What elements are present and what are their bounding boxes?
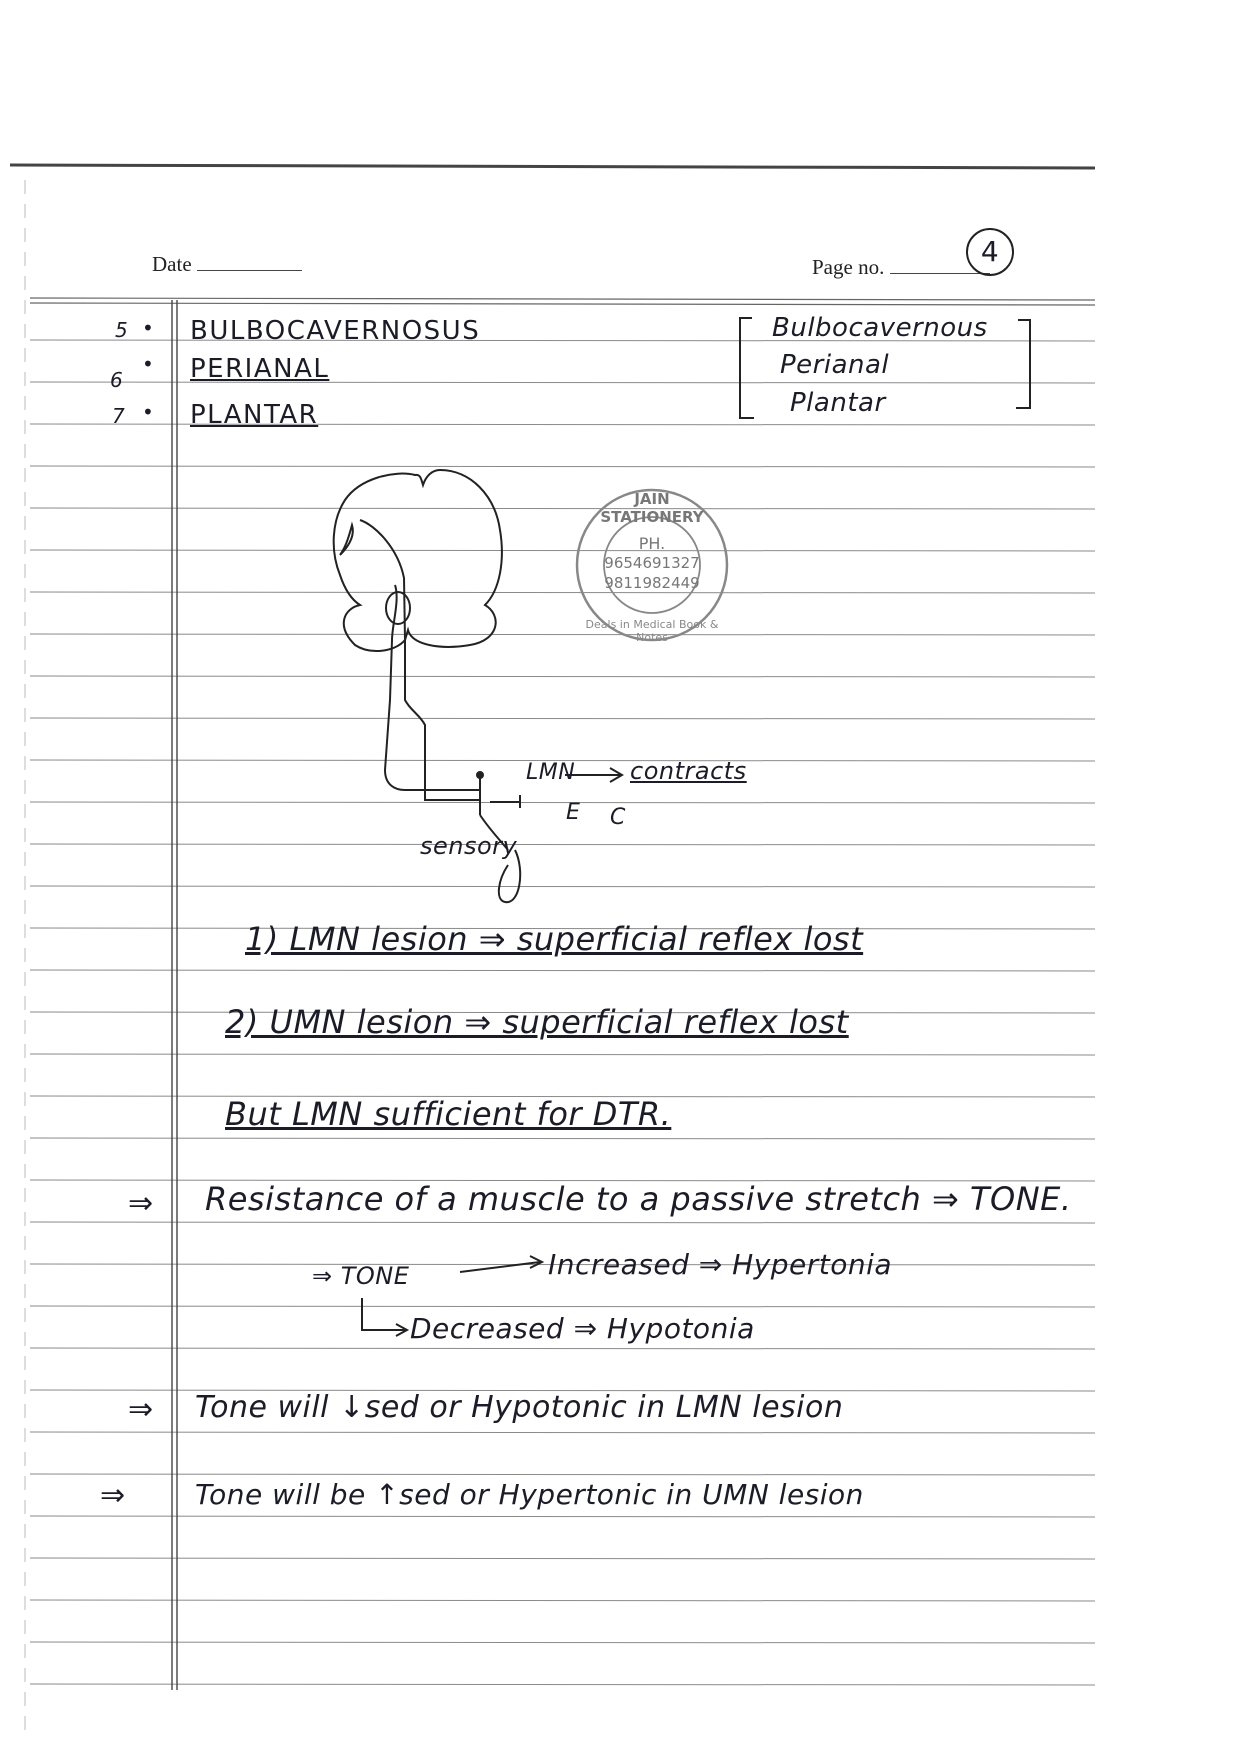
date-label: Date: [152, 252, 192, 276]
list-bullet: •: [142, 352, 155, 376]
bracket-item: Plantar: [790, 388, 886, 418]
contracts-label: contracts: [630, 757, 747, 785]
lmn-label: LMN: [526, 760, 576, 785]
note-line-1: 1) LMN lesion ⇒ superficial reflex lost: [245, 920, 864, 958]
tone-label: ⇒ TONE: [312, 1262, 410, 1290]
note-line-4: Resistance of a muscle to a passive stretch ⇒ TONE.: [205, 1180, 1072, 1218]
bracket-item: Bulbocavernous: [772, 313, 988, 343]
list-bullet: •: [142, 400, 155, 424]
list-number: 7: [112, 404, 126, 428]
sensory-label: sensory: [420, 832, 518, 860]
stamp-phone: 9654691327: [604, 554, 700, 572]
list-number: 5: [115, 318, 129, 342]
arrow-icon: ⇒: [128, 1186, 154, 1221]
stamp-phone: 9811982449: [604, 574, 700, 592]
note-line-3: But LMN sufficient for DTR.: [225, 1095, 672, 1133]
page-label: Page no.: [812, 255, 885, 279]
list-number: 6: [110, 368, 124, 392]
c-label: C: [610, 805, 626, 830]
reflex-item-plantar: PLANTAR: [190, 400, 319, 430]
bracket-item: Perianal: [780, 350, 890, 380]
reflex-item-perianal: PERIANAL: [190, 354, 330, 384]
e-label: E: [566, 800, 581, 825]
note-line-2: 2) UMN lesion ⇒ superficial reflex lost: [225, 1003, 849, 1041]
stamp-ph: PH.: [638, 534, 666, 553]
tone-decreased: Decreased ⇒ Hypotonia: [410, 1312, 755, 1345]
note-line-5: Tone will ↓sed or Hypotonic in LMN lesion: [195, 1390, 844, 1425]
arrow-icon: ⇒: [100, 1478, 126, 1513]
arrow-icon: ⇒: [128, 1392, 154, 1427]
page-number: 4: [966, 228, 1014, 276]
reflex-item-bulbocavernosus: BULBOCAVERNOSUS: [190, 316, 481, 346]
list-bullet: •: [142, 316, 155, 340]
stamp-brand: JAIN STATIONERY: [600, 490, 704, 526]
stamp-deals: Deals in Medical Book & Notes: [585, 618, 719, 644]
note-line-6: Tone will be ↑sed or Hypertonic in UMN lesion: [195, 1478, 864, 1511]
tone-increased: Increased ⇒ Hypertonia: [548, 1248, 893, 1281]
